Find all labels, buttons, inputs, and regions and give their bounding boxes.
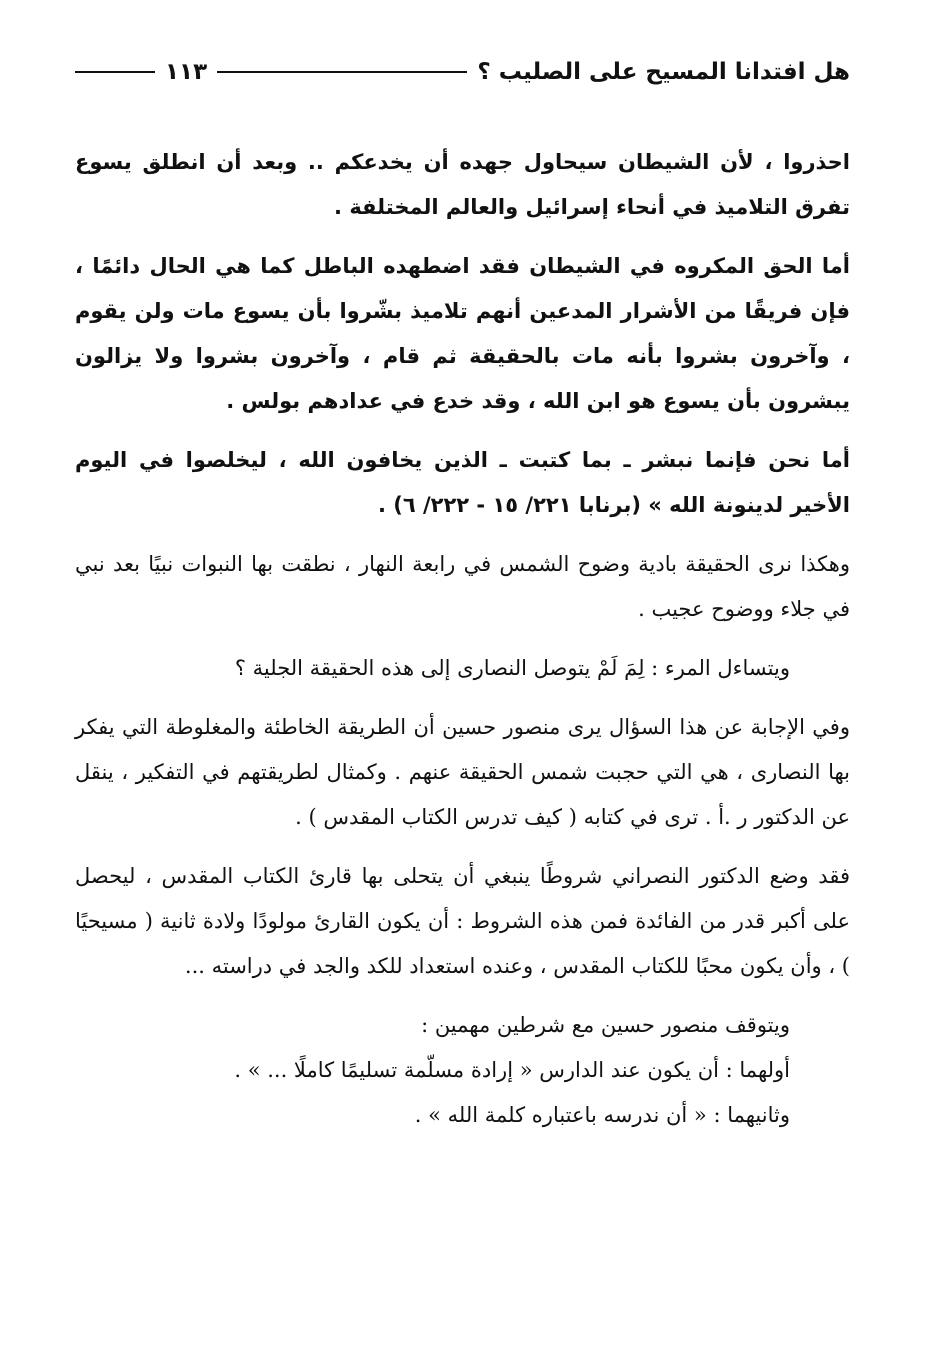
page-body	[75, 140, 850, 1138]
list-item: وثانيهما : « أن ندرسه باعتباره كلمة الله » .	[414, 1103, 790, 1127]
list-item: ويتوقف منصور حسين مع شرطين مهمين :	[421, 1013, 790, 1037]
paragraph-5: ويتساءل المرء : لِمَ لَمْ يتوصل النصارى إلى هذه الحقيقة الجلية ؟	[234, 656, 790, 680]
header-rule-short	[75, 71, 155, 73]
header-rule-long	[217, 71, 467, 73]
page-number: ١١٣	[165, 59, 208, 85]
paragraph-3: أما نحن فإنما نبشر ـ بما كتبت ـ الذين يخافون الله ، ليخلصوا في اليوم الأخير لدينونة الله » (برنابا ٢٢١/ ١٥ - ٢٢٢/ ٦) .	[75, 448, 850, 517]
paragraph-1: احذروا ، لأن الشيطان سيحاول جهده أن يخدعكم .. وبعد أن انطلق يسوع تفرق التلاميذ في أنحاء إسرائيل والعالم المختلفة .	[75, 150, 850, 219]
paragraph-2: أما الحق المكروه في الشيطان فقد اضطهده الباطل كما هي الحال دائمًا ، فإن فريقًا من الأشرار المدعين أنهم تلاميذ بشّروا بأن يسوع مات ولن يقوم ، وآخرون بشروا بأنه مات بالحقيقة ثم قام ، وآخرون بشروا ولا يزالون يبشرون بأن يسوع هو ابن الله ، وقد خدع في عدادهم بولس .	[75, 254, 850, 413]
paragraph-4: وهكذا نرى الحقيقة بادية وضوح الشمس في رابعة النهار ، نطقت بها النبوات نبيًا بعد نبي في جلاء ووضوح عجيب .	[75, 552, 850, 621]
paragraph-7: فقد وضع الدكتور النصراني شروطًا ينبغي أن يتحلى بها قارئ الكتاب المقدس ، ليحصل على أكبر قدر من الفائدة فمن هذه الشروط : أن يكون القارئ مولودًا ولادة ثانية ( مسيحيًا ) ، وأن يكون محبًا للكتاب المقدس ، وعنده استعداد للكد والجد في دراسته ...	[75, 864, 850, 978]
list-item: أولهما : أن يكون عند الدارس « إرادة مسلّمة تسليمًا كاملًا ... » .	[234, 1058, 790, 1082]
running-header	[75, 52, 850, 92]
paragraph-6: وفي الإجابة عن هذا السؤال يرى منصور حسين أن الطريقة الخاطئة والمغلوطة التي يفكر بها النصارى ، هي التي حجبت شمس الحقيقة عنهم . وكمثال لطريقتهم في التفكير ، ينقل عن الدكتور ر .أ . ترى في كتابه ( كيف تدرس الكتاب المقدس ) .	[75, 715, 850, 829]
conditions-list	[75, 1003, 850, 1138]
running-title: هل افتدانا المسيح على الصليب ؟	[477, 59, 850, 85]
